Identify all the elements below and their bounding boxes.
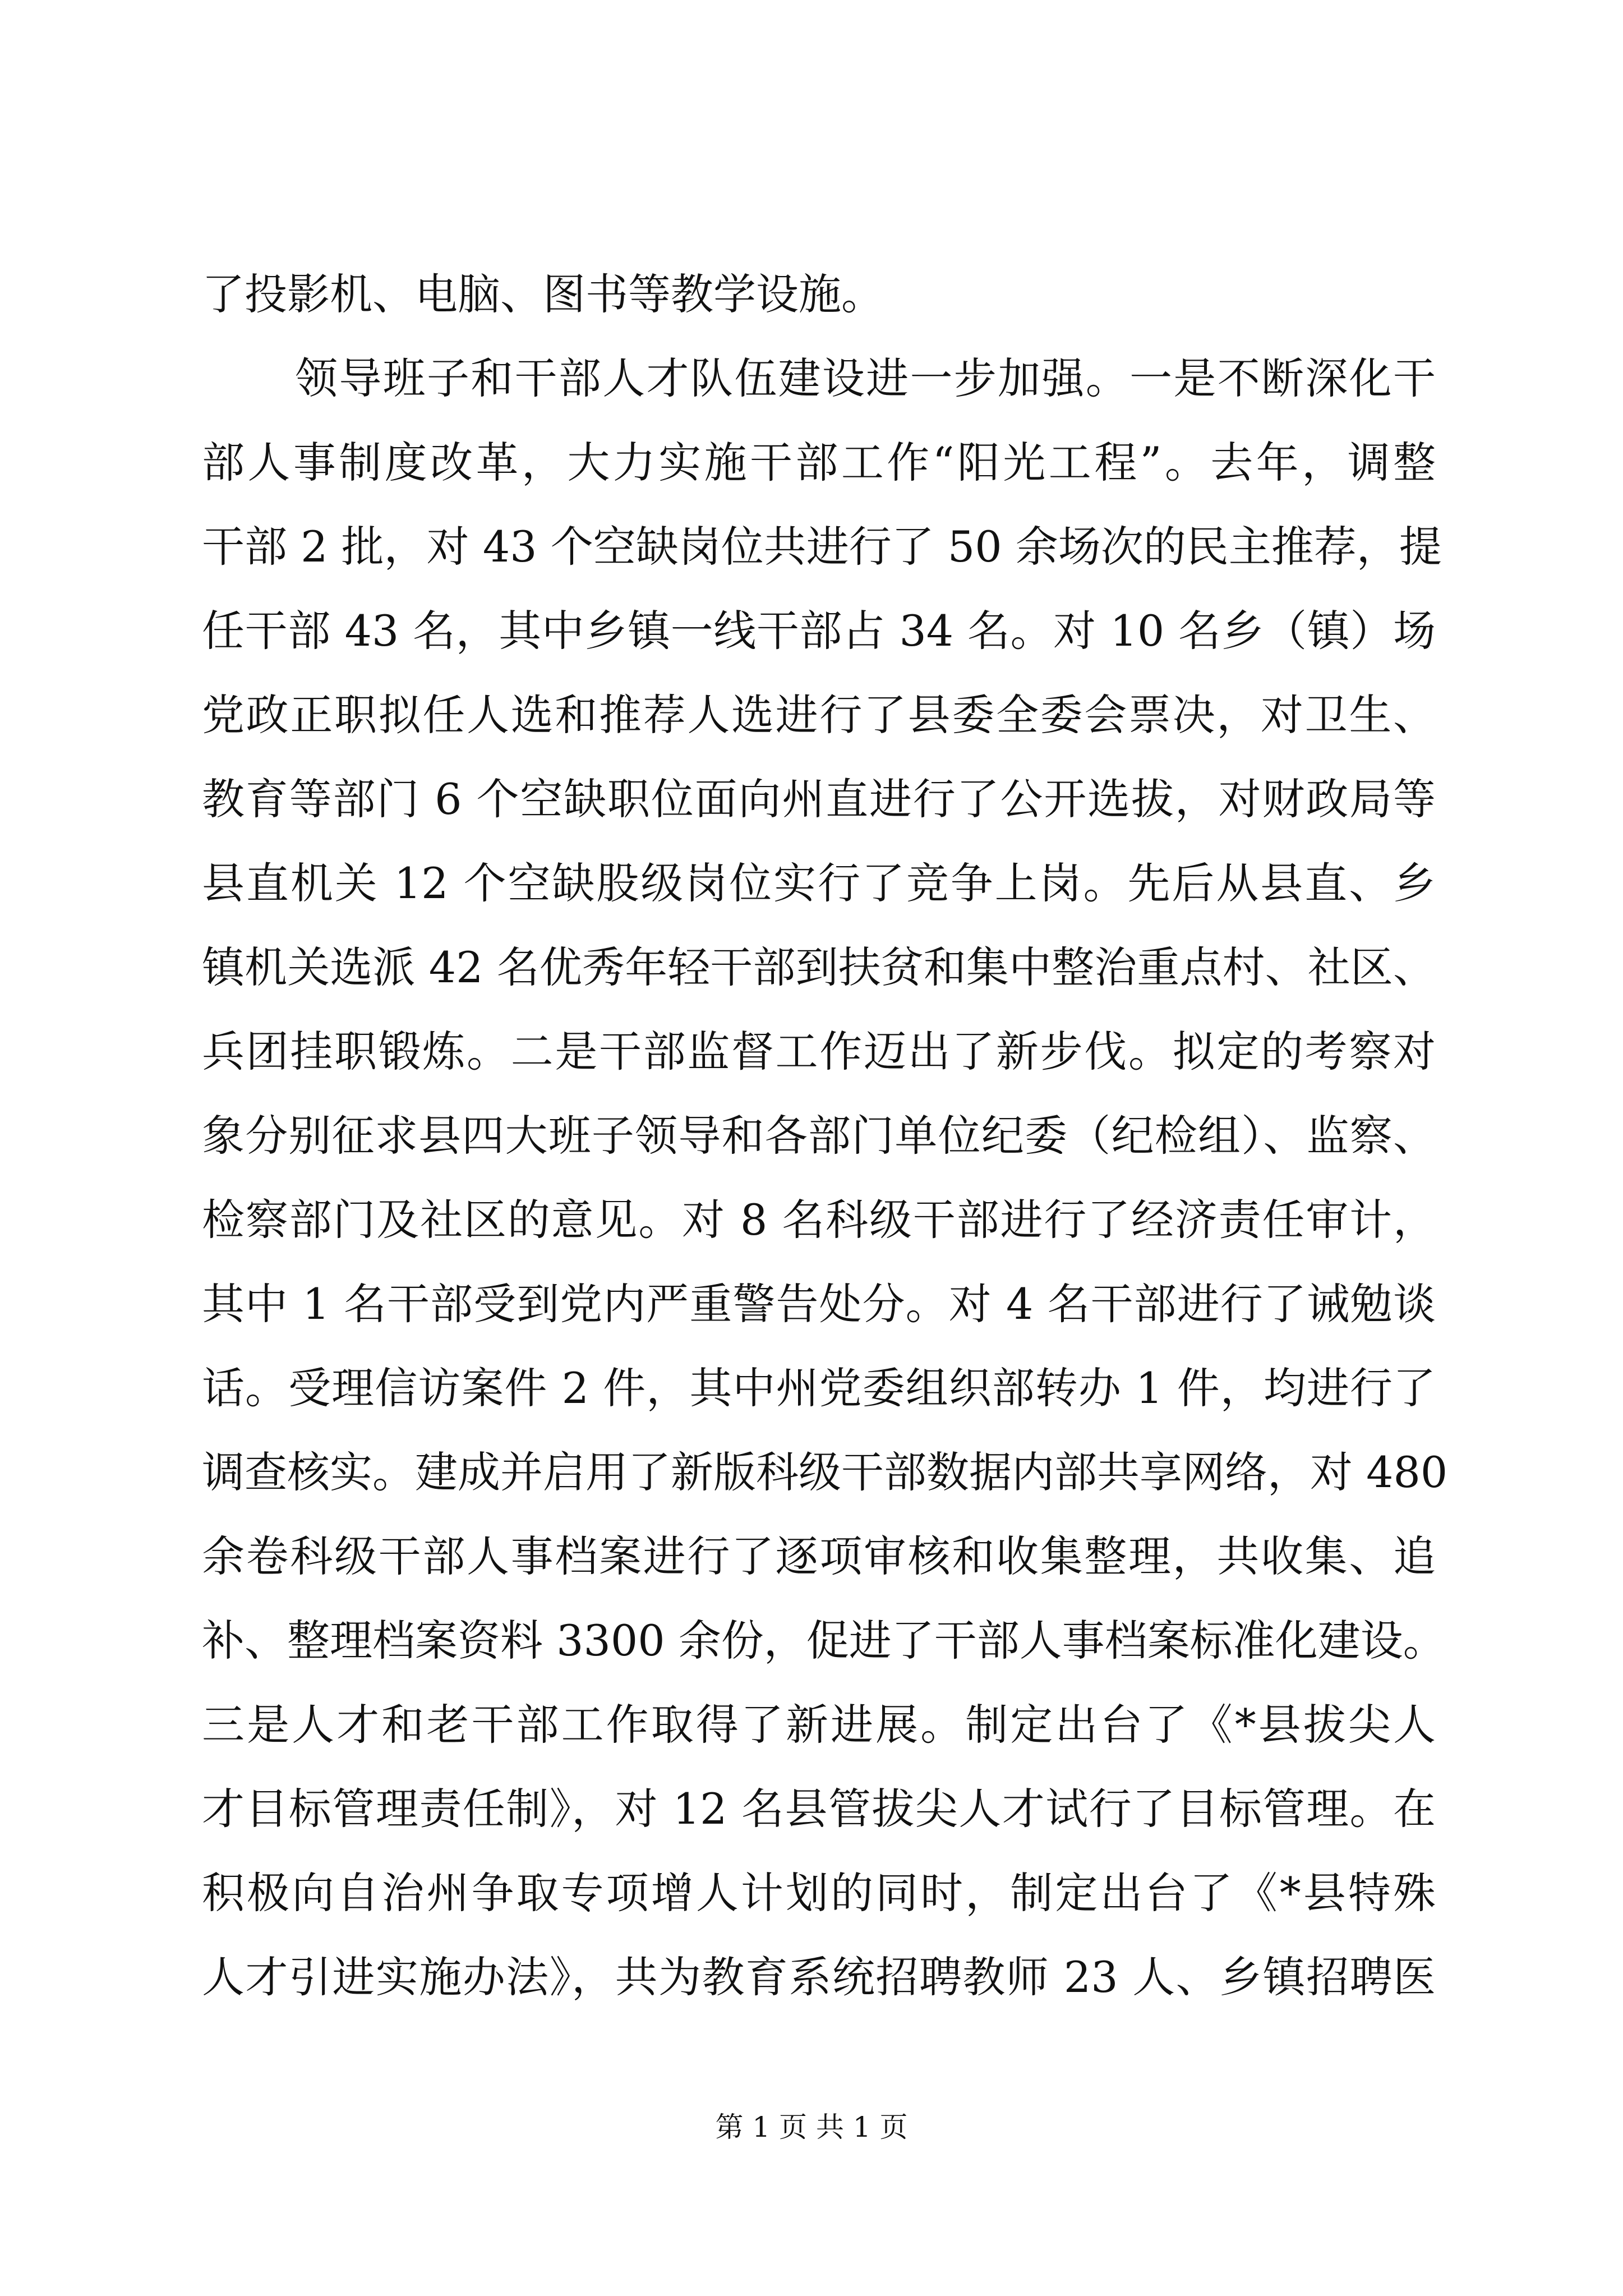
text-line: 了投影机、电脑、图书等教学设施。 [202, 269, 884, 319]
page-footer: 第 1 页 共 1 页 [715, 2111, 908, 2143]
text-line: 话。受理信访案件 2 件，其中州党委组织部转办 1 件，均进行了 [202, 1363, 1436, 1413]
text-line: 调查核实。建成并启用了新版科级干部数据内部共享网络，对 480 [202, 1447, 1448, 1497]
text-line: 干部 2 批，对 43 个空缺岗位共进行了 50 余场次的民主推荐，提 [202, 522, 1442, 572]
text-line: 兵团挂职锻炼。二是干部监督工作迈出了新步伐。拟定的考察对 [202, 1027, 1436, 1076]
text-line: 才目标管理责任制》，对 12 名县管拔尖人才试行了目标管理。在 [202, 1784, 1436, 1834]
paragraph-start-line: 领导班子和干部人才队伍建设进一步加强。一是不断深化干 [295, 353, 1436, 403]
text-line: 补、整理档案资料 3300 余份，促进了干部人事档案标准化建设。 [202, 1616, 1446, 1665]
text-line: 其中 1 名干部受到党内严重警告处分。对 4 名干部进行了诫勉谈 [202, 1279, 1436, 1329]
text-line: 镇机关选派 42 名优秀年轻干部到扶贫和集中整治重点村、社区、 [202, 942, 1436, 992]
text-line: 部人事制度改革，大力实施干部工作“阳光工程”。去年，调整 [202, 438, 1436, 487]
text-line: 积极向自治州争取专项增人计划的同时，制定出台了《*县特殊 [202, 1868, 1436, 1918]
text-line: 教育等部门 6 个空缺职位面向州直进行了公开选拔，对财政局等 [202, 774, 1436, 824]
text-line: 余卷科级干部人事档案进行了逐项审核和收集整理，共收集、追 [202, 1531, 1436, 1581]
text-line: 县直机关 12 个空缺股级岗位实行了竞争上岗。先后从县直、乡 [202, 858, 1436, 908]
text-line: 任干部 43 名，其中乡镇一线干部占 34 名。对 10 名乡（镇）场 [202, 606, 1436, 656]
text-line: 三是人才和老干部工作取得了新进展。制定出台了《*县拔尖人 [202, 1700, 1436, 1750]
text-line: 检察部门及社区的意见。对 8 名科级干部进行了经济责任审计， [202, 1195, 1436, 1245]
text-line: 象分别征求县四大班子领导和各部门单位纪委（纪检组）、监察、 [202, 1111, 1436, 1161]
text-line: 党政正职拟任人选和推荐人选进行了县委全委会票决，对卫生、 [202, 690, 1436, 740]
text-line: 人才引进实施办法》，共为教育系统招聘教师 23 人、乡镇招聘医 [202, 1952, 1436, 2002]
